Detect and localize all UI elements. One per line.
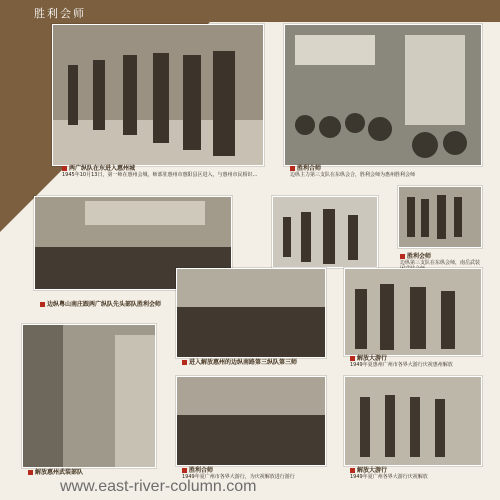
caption-2: [290, 166, 480, 178]
photo-frame: [284, 24, 482, 166]
page-title: 胜利会师: [34, 7, 86, 20]
caption-1: [62, 166, 262, 178]
caption-title: 解放大游行: [350, 468, 480, 474]
caption-title: 进入解放惠州的边纵南路第三纵队第三师: [182, 360, 322, 366]
caption-title: 解放惠州武装部队: [28, 470, 158, 476]
photo-frame: [344, 376, 482, 466]
photo-soldiers: [399, 187, 481, 247]
caption-body: 边纵主力第三支队在东纵会合，胜利会师为惠州胜利会师: [290, 172, 416, 178]
photo-parade: [345, 269, 481, 355]
caption-6: [350, 356, 480, 368]
photo-banner-meeting: [285, 25, 481, 165]
photo-march-parade: [345, 377, 481, 465]
photo-troops-march: [53, 25, 263, 165]
photo-seated-troops: [177, 269, 325, 357]
watermark: www.east-river-column.com: [60, 478, 257, 495]
caption-body: 边纵第三支队在东纵会师，南岳武装: [400, 260, 481, 266]
photo-frame: [22, 324, 156, 468]
caption-title: 两广纵队在东进入惠州城: [62, 166, 262, 172]
caption-body: 1949年夏惠州广州市各界大游行庆祝惠州解放: [350, 362, 453, 368]
caption-body: 1945年10月13日，第一师在惠州会城，师部驻惠州市惠阳县区进入，与惠州市民相识…: [62, 172, 258, 178]
caption-body: 1949年夏广州市各界大游行，为庆祝解放进行游行: [182, 474, 295, 480]
photo-frame: [52, 24, 264, 166]
caption-title: 胜利会师: [400, 254, 482, 260]
caption-title: 胜利合师: [182, 468, 322, 474]
photo-street: [23, 325, 155, 467]
photo-assembly: [177, 377, 325, 465]
photo-crowd: [273, 197, 377, 267]
caption-title: 胜利合师: [290, 166, 480, 172]
photo-frame: [272, 196, 378, 268]
caption-title: 解放大游行: [350, 356, 480, 362]
photo-frame: [176, 376, 326, 466]
caption-5: [182, 360, 322, 366]
caption-body: 1949年夏广州各界大游行庆祝解放: [350, 474, 428, 480]
photo-frame: [398, 186, 482, 248]
photo-frame: [176, 268, 326, 358]
caption-title: 边纵粤山南庄跟两广纵队先头部队胜利会师: [40, 302, 230, 308]
caption-9: [350, 468, 480, 480]
page-header: [0, 0, 500, 22]
caption-7: [28, 470, 158, 476]
photo-frame: [344, 268, 482, 356]
